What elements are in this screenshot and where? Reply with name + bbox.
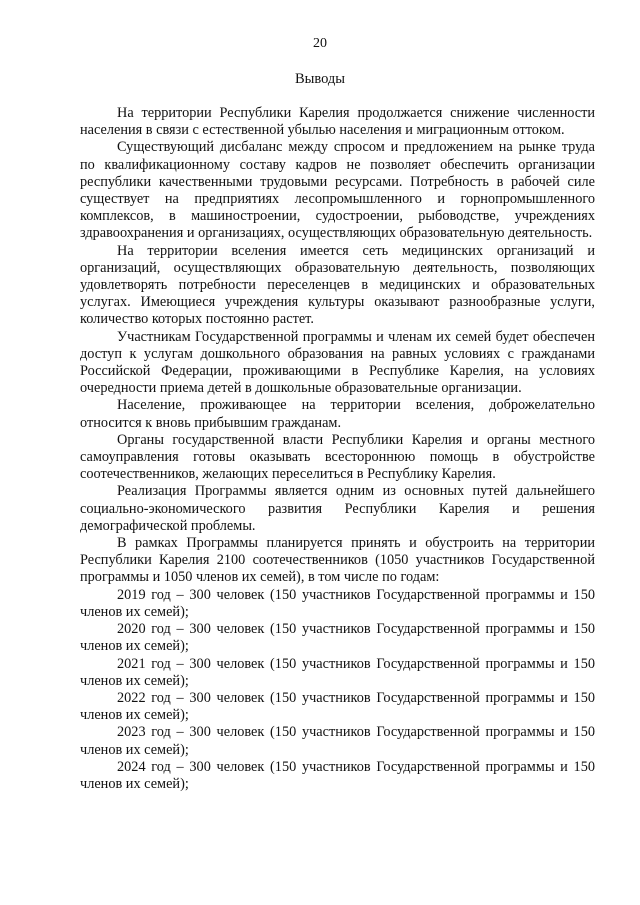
paragraph-year-2023: 2023 год – 300 человек (150 участников Государственной программы и 150 членов их семей);: [80, 724, 595, 758]
paragraph-program-role: Реализация Программы является одним из основных путей дальнейшего социально-экономического развития Республики Карелия и решения демографической проблемы.: [80, 483, 595, 534]
section-title: Выводы: [294, 71, 346, 87]
document-body: [80, 105, 595, 793]
paragraph-population-attitude: Население, проживающее на территории вселения, доброжелательно относится к вновь прибывшим гражданам.: [80, 397, 595, 431]
paragraph-preschool-access: Участникам Государственной программы и членам их семей будет обеспечен доступ к услугам дошкольного образования на равных условиях с гражданами Российской Федерации, проживающими в Республике Карелия, на условиях очередности приема детей в дошкольные образовательные организации.: [80, 328, 595, 397]
paragraph-year-2019: 2019 год – 300 человек (150 участников Государственной программы и 150 членов их семей);: [80, 586, 595, 620]
paragraph-year-2022: 2022 год – 300 человек (150 участников Государственной программы и 150 членов их семей);: [80, 689, 595, 724]
paragraph-program-plan: В рамках Программы планируется принять и обустроить на территории Республики Карелия 2100 соотечественников (1050 участников Государственной программы и 1050 членов их семей), в том числе по годам:: [80, 535, 595, 586]
paragraph-medical-education: На территории вселения имеется сеть медицинских организаций и организаций, осуществляющих образовательную деятельность, позволяющих удовлетворять потребности переселенцев в медицинских и образовательных услугах. Имеющиеся учреждения культуры оказывают разнообразные услуги, количество которых постоянно растет.: [80, 242, 595, 328]
paragraph-government-support: Органы государственной власти Республики Карелия и органы местного самоуправления готовы оказывать всестороннюю помощь в обустройстве соотечественников, желающих переселиться в Республику Карелия.: [80, 431, 595, 483]
paragraph-year-2020: 2020 год – 300 человек (150 участников Государственной программы и 150 членов их семей);: [80, 621, 595, 655]
paragraph-year-2021: 2021 год – 300 человек (150 участников Государственной программы и 150 членов их семей);: [80, 655, 595, 689]
paragraph-year-2024: 2024 год – 300 человек (150 участников Государственной программы и 150 членов их семей);: [80, 758, 595, 792]
page-number: 20: [313, 36, 327, 51]
paragraph-population-decline: На территории Республики Карелия продолжается снижение численности населения в связи с естественной убылью населения и миграционным оттоком.: [80, 105, 595, 139]
paragraph-labor-imbalance: Существующий дисбаланс между спросом и предложением на рынке труда по квалификационному составу кадров не позволяет обеспечить организации республики качественными трудовыми ресурсами. Потребность в рабочей силе существует на предприятиях лесопромышленного и горнопромышленного комплексов, в машиностроении, судостроении, рыбоводстве, учреждениях здравоохранения и организациях, осуществляющих образовательную деятельность.: [80, 139, 595, 242]
